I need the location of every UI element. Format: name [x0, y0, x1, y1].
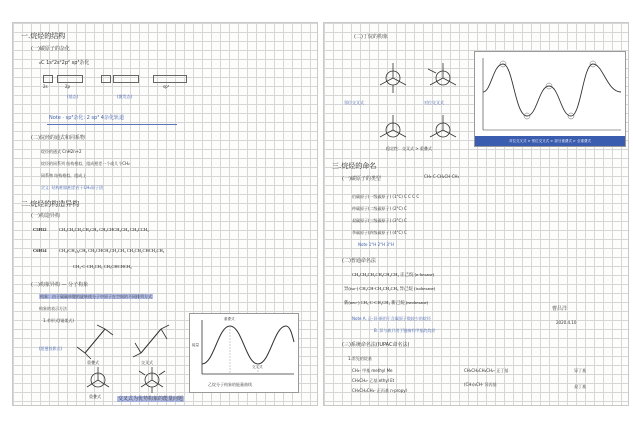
- c5-formulas: CH₃CH₂CH₂CH₂CH₃ CH₃CHCH₂CH₃ CH₃CCH₃: [59, 227, 149, 232]
- carbon-type-4: 季碳原子(四级碳原子) (4°C) C: [352, 230, 407, 235]
- energy-curve-figure: [189, 313, 299, 393]
- section-3-3-heading: (三)系统命名法(IUPAC命名法): [342, 342, 410, 348]
- section-1-1-heading: (一)碳原子的杂化: [31, 46, 70, 52]
- conformation-types: 构象的表示方法: [39, 306, 67, 311]
- c6-formulas-row2: CH₃-C-CH₂CH₃ CH₃CHCHCH₃: [73, 264, 132, 269]
- anti-label: 对位交叉式: [424, 100, 444, 105]
- carbon-structure: CH₃-C-CH₂CH-CH₃: [424, 174, 460, 179]
- section-2-3-heading: (二)丁烷的构象: [354, 34, 388, 40]
- alkyl-1: CH₃- 甲基 methyl Me: [352, 368, 393, 373]
- eclipsed-newman-label: 重叠式: [89, 394, 101, 399]
- section-2-title: 二.烷烃的构造异构: [21, 200, 80, 208]
- carbon-type-2: 仲碳原子(二级碳原子) (2°C) C: [352, 206, 407, 211]
- energy-curve-chart: [190, 314, 298, 382]
- orbital-label: 2p: [65, 84, 71, 89]
- common-note-2: B. 异与新只用于链端有甲基的烷烃: [374, 328, 436, 333]
- section-3-1-heading: (一)碳原子的类型: [342, 176, 381, 182]
- underline: [47, 124, 177, 125]
- orbital-box: [153, 75, 187, 83]
- ground-state-note: (基态): [67, 94, 79, 99]
- c6-formulas: CH₃(CH₂)₄CH₃ CH₃CHCH₂CH₂CH₃ CH₃CH₂CHCH₂CH₃: [59, 248, 165, 253]
- staggered-label: 交叉式: [141, 360, 153, 365]
- section-1-2-heading: (二)烷烃的通式和同系物: [31, 135, 85, 141]
- common-note-1: Note A. 正-异-新用于含碳原子数较少的烷烃: [352, 316, 431, 321]
- conformer-caption: 稳定性：交叉式 > 重叠式: [386, 146, 432, 151]
- homolog-row: 烷烃的同系列 结构相似，组成相差一个或几个CH₂: [41, 161, 130, 166]
- alkyl-4: CH₃CH₂CH₂CH₂- 正丁基: [464, 368, 509, 373]
- notebook-right-page: [323, 22, 629, 406]
- orbital-label: sp³: [163, 84, 170, 89]
- c6-label: C6H14: [33, 248, 47, 253]
- newman-staggered-diagram: [139, 367, 165, 393]
- butane-energy-caption: 对位交叉式 > 邻位交叉式 > 部分重叠式 > 全重叠式: [475, 136, 625, 146]
- butane-newman-1: [378, 63, 408, 93]
- energy-axis-label: 能量: [192, 343, 199, 347]
- isomer-row: 同系物 结构相似，组成上: [41, 173, 87, 178]
- formula-row: 烷烃的通式 CnH2n+2: [41, 149, 82, 154]
- orbital-label: 2s: [43, 84, 48, 89]
- orbital-box: [113, 75, 139, 83]
- alkyl-3: CH₃CH₂CH₂- 正丙基 n-propyl: [352, 388, 407, 393]
- alkyl-2: CH₃CH₂- 乙基 ethyl Et: [352, 378, 395, 383]
- orbital-box: [43, 75, 53, 83]
- carbon-type-3: 叔碳原子(三级碳原子) (3°C) C: [352, 218, 407, 223]
- orbital-box: [101, 75, 111, 83]
- orbital-box: [57, 75, 83, 83]
- alkyl-7: 叔丁基: [574, 384, 586, 389]
- butane-energy-chart: [475, 52, 625, 136]
- butane-energy-figure: [474, 51, 626, 147]
- energy-peak-label: 重叠式: [224, 317, 235, 321]
- section-2-1-heading: (一)构造异构: [31, 213, 60, 219]
- section-3-title: 三.烷烃的命名: [332, 162, 377, 170]
- definition-row: 定义: 结构相似相差若干CH₂原子团: [41, 185, 104, 190]
- section-1-title: 一.烷烃的结构: [21, 32, 66, 40]
- sawhorse-eclipsed-diagram: [75, 323, 115, 359]
- energy-trough-label: 交叉式: [252, 365, 263, 369]
- common-name-1: CH₃CH₂CH₂CH₂CH₂CH₃ 正己烷 (n-hexane): [352, 272, 435, 277]
- alkyl-5: (CH₃)₂CH- 异丙基: [464, 382, 497, 387]
- eclipsed-label: 重叠式: [87, 360, 99, 365]
- butane-newman-3: [378, 115, 408, 145]
- h-note: Note 1°H 2°H 3°H: [358, 242, 394, 247]
- carbon-type-1: 伯碳原子(一级碳原子) (1°C) C C C C: [352, 194, 420, 199]
- newman-label: (纽曼投影式): [39, 346, 63, 351]
- butane-newman-4: [428, 115, 458, 145]
- note-line: Note · sp³杂化: 2 sp³ 4杂化轨道: [49, 115, 124, 121]
- bottom-note: 交叉式为优势构象的能量问题: [118, 396, 184, 402]
- common-name-3: 新(neo-) CH₃-C-CH₂CH₃ 新己烷 (neohexane): [344, 300, 429, 305]
- notebook-left-page: [12, 22, 318, 406]
- gauche-label: 邻位交叉式: [344, 100, 364, 105]
- date: 2020.4.10: [556, 320, 577, 325]
- section-2-2-heading: (二)构象异构 — 分子构象: [31, 282, 89, 288]
- signature: 曹吕洋: [552, 306, 568, 312]
- newman-eclipsed-diagram: [85, 367, 111, 393]
- conformation-definition: 构象：由于碳碳单键的旋转使分子中原子在空间的不同排列方式: [40, 294, 152, 299]
- excited-state-note: (激发态): [117, 94, 133, 99]
- electron-config: ₆C 1s²2s²2p² sp³杂化: [39, 60, 90, 66]
- sawhorse-label: 1.伞形式(锯架式): [43, 318, 74, 323]
- section-3-2-heading: (二)普通命名法: [342, 258, 376, 264]
- sawhorse-staggered-diagram: [131, 323, 171, 359]
- common-name-2: 异(iso-) CH₃CH-CH₂CH₂CH₃ 异己烷 (isohexane): [344, 286, 436, 291]
- alkyl-6: 异丁基: [574, 368, 586, 373]
- energy-caption: 乙烷分子构象的能量曲线: [208, 382, 252, 387]
- butane-newman-2: [428, 63, 458, 93]
- alkyl-heading: 1.常见的烷基: [348, 356, 372, 361]
- c5-label: C5H12: [33, 227, 47, 232]
